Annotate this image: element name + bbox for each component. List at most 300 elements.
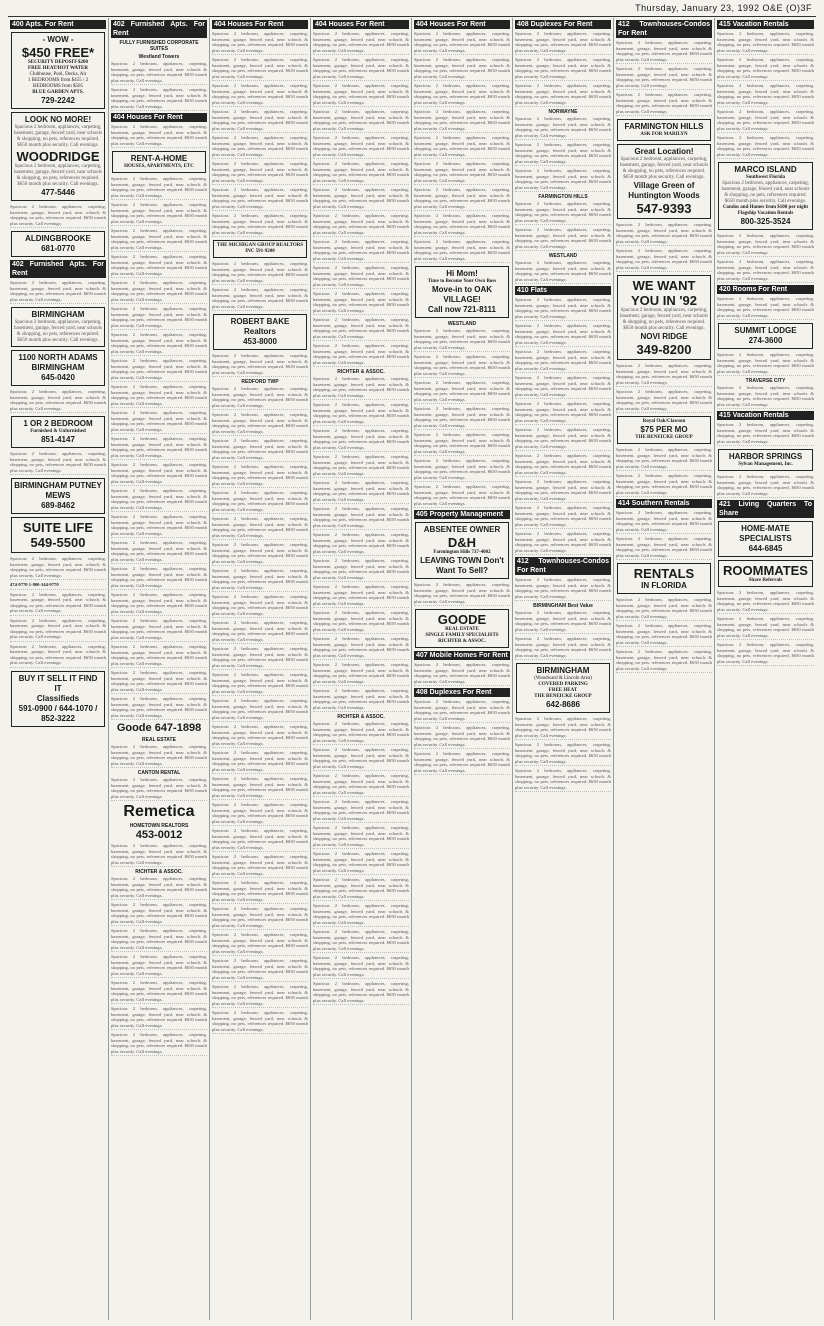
classified-ad: Spacious 2 bedroom, appliances, carpeting, basement, garage, fenced yard, near schools & shopping, no pets, references required. $650 month plus security. Call evenings.: [313, 877, 409, 901]
goode-logo: GOODE: [437, 612, 487, 627]
city-name: WESTLAND: [548, 253, 578, 259]
classified-ad: Spacious 2 bedroom, appliances, carpeting, basement, garage, fenced yard, near schools & shopping, no pets, references required. $650 month plus security. Call evenings.: [515, 636, 611, 660]
classified-ad: Spacious 2 bedroom, appliances, carpeting, basement, garage, fenced yard, near schools & shopping, no pets, references required. $650 month plus security. Call evenings.: [515, 375, 611, 399]
section-header: 414 Southern Rentals: [616, 499, 712, 508]
phone-number: 645-0420: [41, 373, 75, 382]
classified-ad: Spacious 2 bedroom, appliances, carpeting, basement, garage, fenced yard, near schools & shopping, no pets, references required. $650 month plus security. Call evenings.: [212, 906, 308, 930]
phone-number: 800-325-3524: [740, 217, 791, 226]
classified-ad: Spacious 2 bedroom, appliances, carpeting, basement, garage, fenced yard, near schools & shopping, no pets, references required. $650 month plus security. Call evenings.: [717, 385, 814, 409]
classified-ad: Spacious 2 bedroom, appliances, carpeting, basement, garage, fenced yard, near schools & shopping, no pets, references required. $650 month plus security. Call evenings.: [414, 31, 510, 55]
classified-ad: Spacious 2 bedroom, appliances, carpeting, basement, garage, fenced yard, near schools & shopping, no pets, references required. $650 month plus security. Call evenings.: [515, 57, 611, 81]
classified-ad: Spacious 2 bedroom, appliances, carpeting, basement, garage, fenced yard, near schools & shopping, no pets, references required. $650 month plus security. Call evenings.: [717, 642, 814, 666]
richter-ad: RICHTER & ASSOC.: [337, 714, 385, 720]
farmington-ad: [617, 119, 711, 141]
classified-ad: Spacious 2 bedroom, appliances, carpeting, basement, garage, fenced yard, near schools & shopping, no pets, references required. $650 month plus security. Call evenings.: [111, 410, 207, 434]
novi-ridge-ad: [617, 275, 711, 360]
classified-ad: Spacious 2 bedroom, appliances, carpeting, basement, garage, fenced yard, near schools & shopping, no pets, references required. $650 month plus security. Call evenings.: [212, 646, 308, 670]
classified-ad: Spacious 2 bedroom, appliances, carpeting, basement, garage, fenced yard, near schools & shopping, no pets, references required. $650 month plus security. Call evenings.: [111, 980, 207, 1004]
price-text: $450 FREE*: [21, 45, 95, 60]
classified-ad: Spacious 2 bedroom, appliances, carpeting, basement, garage, fenced yard, near schools & shopping, no pets, references required. $650 month plus security. Call evenings.: [313, 31, 409, 55]
wow-text: - WOW -: [42, 35, 74, 44]
phone-number: 549-5500: [30, 535, 86, 550]
classified-ad: Spacious 2 bedroom, appliances, carpeting, basement, garage, fenced yard, near schools & shopping, no pets, references required. $650 month plus security. Call evenings.: [414, 187, 510, 211]
monthly-ad: [11, 416, 105, 448]
putney-ad: [11, 478, 105, 514]
classified-ad: Spacious 2 bedroom, appliances, carpeting, basement, garage, fenced yard, near schools & shopping, no pets, references required. $650 month plus security. Call evenings.: [10, 204, 106, 228]
classified-ad: Spacious 2 bedroom, appliances, carpeting, basement, garage, fenced yard, near schools & shopping, no pets, references required. $650 month plus security. Call evenings.: [313, 773, 409, 797]
robert-bake-ad: [213, 314, 307, 350]
classified-ad: Spacious 2 bedroom, appliances, carpeting, basement, garage, fenced yard, near schools & shopping, no pets, references required. $650 month plus security. Call evenings.: [111, 644, 207, 668]
ad-body: Spacious 2 bedroom, appliances, carpeting, basement, garage, fenced yard, near schools & shopping, no pets, references required. $650 month plus security. Call evenings.: [14, 320, 103, 343]
ad-title: RENT-A-HOME: [130, 154, 188, 163]
classified-ad: Spacious 2 bedroom, appliances, carpeting, basement, garage, fenced yard, near schools & shopping, no pets, references required. $650 month plus security. Call evenings.: [414, 161, 510, 185]
column-7: [614, 18, 715, 1320]
classified-ad: Spacious 2 bedroom, appliances, carpeting, basement, garage, fenced yard, near schools & shopping, no pets, references required. $650 month plus security. Call evenings.: [717, 83, 814, 107]
classified-ad: Spacious 2 bedroom, appliances, carpeting, basement, garage, fenced yard, near schools & shopping, no pets, references required. $650 month plus security. Call evenings.: [515, 323, 611, 347]
classified-ad: Spacious 2 bedroom, appliances, carpeting, basement, garage, fenced yard, near schools & shopping, no pets, references required. $650 month plus security. Call evenings.: [414, 725, 510, 749]
column-2: [109, 18, 210, 1320]
club-text: Clubhouse, Pool, Decks, Air: [29, 72, 87, 77]
classified-ad: Spacious 2 bedroom, appliances, carpeting, basement, garage, fenced yard, near schools & shopping, no pets, references required. $650 month plus security. Call evenings.: [616, 649, 712, 673]
ad-title: BIRMINGHAM Best Value: [533, 603, 593, 609]
ad-title: ABSENTEE OWNER: [423, 525, 501, 534]
classified-ad: Spacious 2 bedroom, appliances, carpeting, basement, garage, fenced yard, near schools & shopping, no pets, references required. $650 month plus security. Call evenings.: [616, 389, 712, 413]
classified-ad: Spacious 2 bedroom, appliances, carpeting, basement, garage, fenced yard, near schools & shopping, no pets, references required. $650 month plus security. Call evenings.: [414, 57, 510, 81]
complex-name: WOODRIDGE: [16, 149, 100, 164]
heat-text: FREE HEAT/HOT WATER: [28, 66, 88, 71]
classified-ad: Spacious 2 bedroom, appliances, carpeting, basement, garage, fenced yard, near schools & shopping, no pets, references required. $650 month plus security. Call evenings.: [111, 954, 207, 978]
classified-ad: Spacious 2 bedroom, appliances, carpeting, basement, garage, fenced yard, near schools & shopping, no pets, references required. $650 month plus security. Call evenings.: [717, 352, 814, 376]
classified-ad: Spacious 2 bedroom, appliances, carpeting, basement, garage, fenced yard, near schools & shopping, no pets, references required. $650 month plus security. Call evenings.: [515, 768, 611, 792]
complex-name: Village Green of Huntington Woods: [628, 181, 700, 200]
classified-ad: Spacious 2 bedroom, appliances, carpeting, basement, garage, fenced yard, near schools & shopping, no pets, references required. $650 month plus security. Call evenings.: [313, 454, 409, 478]
section-header: 405 Property Management: [414, 510, 510, 519]
ad-body: Spacious 2 bedroom, appliances, carpeting, basement, garage, fenced yard, near schools & shopping, no pets, references required. $650 month plus security. Call evenings.: [620, 308, 709, 331]
section-header: 415 Vacation Rentals: [717, 411, 814, 420]
classified-ad: Spacious 2 bedroom, appliances, carpeting, basement, garage, fenced yard, near schools & shopping, no pets, references required. $650 month plus security. Call evenings.: [313, 161, 409, 185]
classified-ad: Spacious 2 bedroom, appliances, carpeting, basement, garage, fenced yard, near schools & shopping, no pets, references required. $650 month plus security. Call evenings.: [111, 87, 207, 111]
classified-ad: Spacious 2 bedroom, appliances, carpeting, basement, garage, fenced yard, near schools & shopping, no pets, references required. $650 month plus security. Call evenings.: [515, 453, 611, 477]
classified-ad: Spacious 2 bedroom, appliances, carpeting, basement, garage, fenced yard, near schools & shopping, no pets, references required. $650 month plus security. Call evenings.: [313, 239, 409, 263]
adams-ad: [11, 350, 105, 386]
phone-number: 274-3600: [748, 336, 783, 345]
bedroom-text: 1 OR 2 BEDROOM: [23, 419, 93, 428]
classified-ad: Spacious 2 bedroom, appliances, carpeting, basement, garage, fenced yard, near schools & shopping, no pets, references required. $650 month plus security. Call evenings.: [313, 955, 409, 979]
classified-ad: Spacious 2 bedroom, appliances, carpeting, basement, garage, fenced yard, near schools & shopping, no pets, references required. $650 month plus security. Call evenings.: [212, 83, 308, 107]
classified-ad: Spacious 2 bedroom, appliances, carpeting, basement, garage, fenced yard, near schools & shopping, no pets, references required. $650 month plus security. Call evenings.: [515, 505, 611, 529]
ad-subtitle: (Woodward & Lincoln Area): [534, 676, 592, 681]
section-header: 420 Rooms For Rent: [717, 285, 814, 294]
classified-ad: Spacious 2 bedroom, appliances, carpeting, basement, garage, fenced yard, near schools & shopping, no pets, references required. $650 month plus security. Call evenings.: [111, 540, 207, 564]
classified-ad: Spacious 2 bedroom, appliances, carpeting, basement, garage, fenced yard, near schools & shopping, no pets, references required. $650 month plus security. Call evenings.: [212, 161, 308, 185]
phone-number: 642-8686: [546, 700, 580, 709]
classified-ad: Spacious 2 bedroom, appliances, carpeting, basement, garage, fenced yard, near schools & shopping, no pets, references required. $650 month plus security. Call evenings.: [313, 636, 409, 660]
section-header: 400 Apts. For Rent: [10, 20, 106, 29]
classified-ad: Spacious 2 bedroom, appliances, carpeting, basement, garage, fenced yard, near schools & shopping, no pets, references required. $650 month plus security. Call evenings.: [10, 280, 106, 304]
classified-ad: Spacious 2 bedroom, appliances, carpeting, basement, garage, fenced yard, near schools & shopping, no pets, references required. $650 month plus security. Call evenings.: [212, 776, 308, 800]
ad-title: Westland Towers: [138, 54, 180, 60]
classified-ad: Spacious 2 bedroom, appliances, carpeting, basement, garage, fenced yard, near schools & shopping, no pets, references required. $650 month plus security. Call evenings.: [212, 287, 308, 311]
classified-ad: Spacious 2 bedroom, appliances, carpeting, basement, garage, fenced yard, near schools & shopping, no pets, references required. $650 month plus security. Call evenings.: [414, 380, 510, 404]
classified-ad: Spacious 2 bedroom, appliances, carpeting, basement, garage, fenced yard, near schools & shopping, no pets, references required. $650 month plus security. Call evenings.: [10, 451, 106, 475]
classified-ad: Spacious 2 bedroom, appliances, carpeting, basement, garage, fenced yard, near schools & shopping, no pets, references required. $650 month plus security. Call evenings.: [313, 851, 409, 875]
classified-ad: Spacious 2 bedroom, appliances, carpeting, basement, garage, fenced yard, near schools & shopping, no pets, references required. $650 month plus security. Call evenings.: [111, 1032, 207, 1056]
ad-title: MARCO ISLAND: [734, 165, 797, 174]
classified-ad: Spacious 2 bedroom, appliances, carpeting, basement, garage, fenced yard, near schools & shopping, no pets, references required. $650 month plus security. Call evenings.: [414, 83, 510, 107]
classified-ad: Spacious 2 bedroom, appliances, carpeting, basement, garage, fenced yard, near schools & shopping, no pets, references required. $650 month plus security. Call evenings.: [212, 698, 308, 722]
agency-name: THE BENEICKE GROUP: [534, 694, 592, 699]
ad-subtitle: Time to Become Your Own Boss: [427, 279, 497, 284]
classified-ad: Spacious 2 bedroom, appliances, carpeting, basement, garage, fenced yard, near schools & shopping, no pets, references required. $650 month plus security. Call evenings.: [414, 751, 510, 775]
goode-ad: [415, 609, 509, 648]
ad-subtitle: HOUSES, APARTMENTS, ETC: [124, 164, 194, 169]
classified-ad: Spacious 2 bedroom, appliances, carpeting, basement, garage, fenced yard, near schools & shopping, no pets, references required. $650 month plus security. Call evenings.: [414, 406, 510, 430]
classified-ad: Spacious 2 bedroom, appliances, carpeting, basement, garage, fenced yard, near schools & shopping, no pets, references required. $650 month plus security. Call evenings.: [212, 802, 308, 826]
ad-title: LEAVING TOWN Don't Want To Sell?: [420, 556, 504, 575]
remetica-subtitle: HOMETOWN REALTORS: [129, 823, 189, 829]
dh-logo: D&H: [447, 535, 477, 550]
city-name: TRAVERSE CITY: [745, 378, 786, 384]
complex-name: ALDINGBROOKE: [25, 234, 91, 243]
classified-ad: Spacious 2 bedroom, appliances, carpeting, basement, garage, fenced yard, near schools & shopping, no pets, references required. $650 month plus security. Call evenings.: [313, 109, 409, 133]
classified-ad: Spacious 2 bedroom, appliances, carpeting, basement, garage, fenced yard, near schools & shopping, no pets, references required. $650 month plus security. Call evenings.: [515, 142, 611, 166]
classified-ad: Spacious 2 bedroom, appliances, carpeting, basement, garage, fenced yard, near schools & shopping, no pets, references required. $650 month plus security. Call evenings.: [212, 490, 308, 514]
classified-ad: Spacious 2 bedroom, appliances, carpeting, basement, garage, fenced yard, near schools & shopping, no pets, references required. $650 month plus security. Call evenings.: [414, 328, 510, 352]
phone-number: 477-5446: [41, 188, 75, 197]
oak-village-ad: [415, 266, 509, 318]
dateline: Thursday, January 23, 1992 O&E (O)3F: [635, 3, 812, 13]
section-header: 412 Townhouses-Condos For Rent: [517, 558, 609, 574]
column-3: [210, 18, 311, 1320]
classified-ad: Spacious 2 bedroom, appliances, carpeting, basement, garage, fenced yard, near schools & shopping, no pets, references required. $650 month plus security. Call evenings.: [313, 480, 409, 504]
classified-ad: Spacious 2 bedroom, appliances, carpeting, basement, garage, fenced yard, near schools & shopping, no pets, references required. $650 month plus security. Call evenings.: [313, 532, 409, 556]
roommates-ad: [718, 560, 813, 587]
city-name: FARMINGTON HILLS: [624, 122, 704, 131]
classified-ad: Spacious 2 bedroom, appliances, carpeting, basement, garage, fenced yard, near schools & shopping, no pets, references required. $650 month plus security. Call evenings.: [616, 536, 712, 560]
classified-ad: Spacious 2 bedroom, appliances, carpeting, basement, garage, fenced yard, near schools & shopping, no pets, references required. $650 month plus security. Call evenings.: [414, 239, 510, 263]
agency-name: Sylvan Management, Inc.: [738, 462, 793, 467]
homemate-ad: [718, 521, 813, 557]
absentee-owner-ad: [415, 522, 509, 579]
classified-ad: Spacious 2 bedroom, appliances, carpeting, basement, garage, fenced yard, near schools & shopping, no pets, references required. $650 month plus security. Call evenings.: [515, 168, 611, 192]
goode-subtitle: REAL ESTATE: [142, 737, 176, 743]
classified-ad: Spacious 2 bedroom, appliances, carpeting, basement, garage, fenced yard, near schools & shopping, no pets, references required. $650 month plus security. Call evenings.: [111, 436, 207, 460]
richter-ad: RICHTER & ASSOC.: [135, 869, 183, 875]
classified-ad: Spacious 2 bedroom, appliances, carpeting, basement, garage, fenced yard, near schools & shopping, no pets, references required. $650 month plus security. Call evenings.: [313, 929, 409, 953]
classified-ad: Spacious 2 bedroom, appliances, carpeting, basement, garage, fenced yard, near schools & shopping, no pets, references required. $650 month plus security. Call evenings.: [111, 777, 207, 801]
classified-ad: Spacious 2 bedroom, appliances, carpeting, basement, garage, fenced yard, near schools & shopping, no pets, references required. $650 month plus security. Call evenings.: [313, 343, 409, 367]
classified-ad: Spacious 2 bedroom, appliances, carpeting, basement, garage, fenced yard, near schools & shopping, no pets, references required. $650 month plus security. Call evenings.: [515, 610, 611, 634]
classified-ad: Spacious 2 bedroom, appliances, carpeting, basement, garage, fenced yard, near schools & shopping, no pets, references required. $650 month plus security. Call evenings.: [212, 984, 308, 1008]
classified-ad: Spacious 2 bedroom, appliances, carpeting, basement, garage, fenced yard, near schools & shopping, no pets, references required. $650 month plus security. Call evenings.: [313, 981, 409, 1005]
great-location-ad: [617, 144, 711, 219]
classified-ad: Spacious 2 bedroom, appliances, carpeting, basement, garage, fenced yard, near schools & shopping, no pets, references required. $650 month plus security. Call evenings.: [212, 542, 308, 566]
classified-ad: Spacious 2 bedroom, appliances, carpeting, basement, garage, fenced yard, near schools & shopping, no pets, references required. $650 month plus security. Call evenings.: [414, 582, 510, 606]
ad-subtitle: Share Referrals: [748, 578, 783, 583]
classified-ad: Spacious 2 bedroom, appliances, carpeting, basement, garage, fenced yard, near schools & shopping, no pets, references required. $650 month plus security. Call evenings.: [313, 376, 409, 400]
page-header: [8, 2, 816, 17]
classified-ad: Spacious 2 bedroom, appliances, carpeting, basement, garage, fenced yard, near schools & shopping, no pets, references required. $650 month plus security. Call evenings.: [10, 592, 106, 616]
classified-ad: Spacious 2 bedroom, appliances, carpeting, basement, garage, fenced yard, near schools & shopping, no pets, references required. $650 month plus security. Call evenings.: [10, 556, 106, 580]
classified-ad: Spacious 2 bedroom, appliances, carpeting, basement, garage, fenced yard, near schools & shopping, no pets, references required. $650 month plus security. Call evenings.: [515, 349, 611, 373]
classified-ad: Spacious 2 bedroom, appliances, carpeting, basement, garage, fenced yard, near schools & shopping, no pets, references required. $650 month plus security. Call evenings.: [212, 386, 308, 410]
classified-ad: Spacious 2 bedroom, appliances, carpeting, basement, garage, fenced yard, near schools & shopping, no pets, references required. $650 month plus security. Call evenings.: [313, 57, 409, 81]
section-header: 402 Furnished Apts. For Rent: [12, 261, 104, 277]
section-header: 402 Furnished Apts. For Rent: [113, 21, 205, 37]
ad-title: SUMMIT LODGE: [734, 326, 797, 335]
city-name: Royal Oak/Clawson: [642, 419, 686, 424]
classified-ad: Spacious 2 bedroom, appliances, carpeting, basement, garage, fenced yard, near schools & shopping, no pets, references required. $650 month plus security. Call evenings.: [111, 306, 207, 330]
ad-subtitle: Southwest Florida: [745, 175, 785, 180]
classified-ad: Spacious 2 bedroom, appliances, carpeting, basement, garage, fenced yard, near schools & shopping, no pets, references required. $650 month plus security. Call evenings.: [515, 479, 611, 503]
classified-ad: Spacious 2 bedroom, appliances, carpeting, basement, garage, fenced yard, near schools & shopping, no pets, references required. $650 month plus security. Call evenings.: [313, 265, 409, 289]
classified-ad: Spacious 2 bedroom, appliances, carpeting, basement, garage, fenced yard, near schools & shopping, no pets, references required. $650 month plus security. Call evenings.: [616, 66, 712, 90]
classified-ad: Spacious 2 bedroom, appliances, carpeting, basement, garage, fenced yard, near schools & shopping, no pets, references required. $650 month plus security. Call evenings.: [111, 566, 207, 590]
classified-ad: Spacious 2 bedroom, appliances, carpeting, basement, garage, fenced yard, near schools & shopping, no pets, references required. $650 month plus security. Call evenings.: [111, 202, 207, 226]
classified-ad: Spacious 2 bedroom, appliances, carpeting, basement, garage, fenced yard, near schools & shopping, no pets, references required. $650 month plus security. Call evenings.: [111, 254, 207, 278]
city-name: NORWAYNE: [548, 109, 578, 115]
classified-ad: Spacious 2 bedroom, appliances, carpeting, basement, garage, fenced yard, near schools & shopping, no pets, references required. $650 month plus security. Call evenings.: [515, 531, 611, 555]
classifieds-promo: [11, 671, 105, 727]
classifieds-text: Classifieds: [36, 693, 80, 703]
classified-columns: [8, 18, 816, 1320]
section-header: 408 Duplexes For Rent: [515, 20, 611, 29]
classified-ad: Spacious 2 bedroom, appliances, carpeting, basement, garage, fenced yard, near schools & shopping, no pets, references required. $650 month plus security. Call evenings.: [313, 213, 409, 237]
classified-ad: Spacious 2 bedroom, appliances, carpeting, basement, garage, fenced yard, near schools & shopping, no pets, references required. $650 month plus security. Call evenings.: [111, 592, 207, 616]
classified-ad: Spacious 2 bedroom, appliances, carpeting, basement, garage, fenced yard, near schools & shopping, no pets, references required. $650 month plus security. Call evenings.: [313, 558, 409, 582]
classified-ad: Spacious 2 bedroom, appliances, carpeting, basement, garage, fenced yard, near schools & shopping, no pets, references required. $650 month plus security. Call evenings.: [111, 332, 207, 356]
ad-title: WE WANT YOU IN '92: [631, 278, 697, 308]
classified-ad: Spacious 2 bedroom, appliances, carpeting, basement, garage, fenced yard, near schools & shopping, no pets, references required. $650 month plus security. Call evenings.: [515, 260, 611, 284]
classified-ad: Spacious 2 bedroom, appliances, carpeting, basement, garage, fenced yard, near schools & shopping, no pets, references required. $650 month plus security. Call evenings.: [414, 699, 510, 723]
harbor-springs-ad: [718, 449, 813, 471]
classified-ad: Spacious 2 bedroom, appliances, carpeting, basement, garage, fenced yard, near schools & shopping, no pets, references required. $650 month plus security. Call evenings.: [313, 799, 409, 823]
ad-feature: COVERED PARKING: [538, 682, 588, 687]
ad-title: Great Location!: [634, 147, 694, 156]
classified-ad: Spacious 2 bedroom, appliances, carpeting, basement, garage, fenced yard, near schools & shopping, no pets, references required. $650 month plus security. Call evenings.: [111, 843, 207, 867]
classified-ad: Spacious 2 bedroom, appliances, carpeting, basement, garage, fenced yard, near schools & shopping, no pets, references required. $650 month plus security. Call evenings.: [616, 40, 712, 64]
classified-ad: Spacious 2 bedroom, appliances, carpeting, basement, garage, fenced yard, near schools & shopping, no pets, references required. $650 month plus security. Call evenings.: [616, 510, 712, 534]
classified-ad: Spacious 2 bedroom, appliances, carpeting, basement, garage, fenced yard, near schools & shopping, no pets, references required. $650 month plus security. Call evenings.: [111, 670, 207, 694]
ad-feature: FREE HEAT: [548, 688, 578, 693]
ad-body: Spacious 2 bedroom, appliances, carpeting, basement, garage, fenced yard, near schools & shopping, no pets, references required. $650 month plus security. Call evenings.: [620, 157, 709, 180]
classified-ad: Spacious 2 bedroom, appliances, carpeting, basement, garage, fenced yard, near schools & shopping, no pets, references required. $650 month plus security. Call evenings.: [212, 750, 308, 774]
classified-ad: Spacious 2 bedroom, appliances, carpeting, basement, garage, fenced yard, near schools & shopping, no pets, references required. $650 month plus security. Call evenings.: [313, 506, 409, 530]
classified-ad: Spacious 2 bedroom, appliances, carpeting, basement, garage, fenced yard, near schools & shopping, no pets, references required. $650 month plus security. Call evenings.: [515, 716, 611, 740]
goode-tagline: SINGLE FAMILY SPECIALISTS: [425, 633, 499, 638]
goode-ad: Goode 647-1898: [116, 722, 202, 734]
classified-ad: Spacious 2 bedroom, appliances, carpeting, basement, garage, fenced yard, near schools & shopping, no pets, references required. $650 month plus security. Call evenings.: [212, 958, 308, 982]
richter-ad: RICHTER & ASSOC.: [337, 369, 385, 375]
classified-ad: Spacious 2 bedroom, appliances, carpeting, basement, garage, fenced yard, near schools & shopping, no pets, references required. $650 month plus security. Call evenings.: [212, 880, 308, 904]
classified-ad: Spacious 2 bedroom, appliances, carpeting, basement, garage, fenced yard, near schools & shopping, no pets, references required. $650 month plus security. Call evenings.: [313, 747, 409, 771]
classified-ad: Spacious 2 bedroom, appliances, carpeting, basement, garage, fenced yard, near schools & shopping, no pets, references required. $650 month plus security. Call evenings.: [616, 597, 712, 621]
classified-ad: Spacious 2 bedroom, appliances, carpeting, basement, garage, fenced yard, near schools & shopping, no pets, references required. $650 month plus security. Call evenings.: [414, 354, 510, 378]
classified-ad: Spacious 2 bedroom, appliances, carpeting, basement, garage, fenced yard, near schools & shopping, no pets, references required. $650 month plus security. Call evenings.: [111, 358, 207, 382]
classified-ad: Spacious 2 bedroom, appliances, carpeting, basement, garage, fenced yard, near schools & shopping, no pets, references required. $650 month plus security. Call evenings.: [616, 473, 712, 497]
price-text: $75 PER MO: [640, 425, 688, 434]
classified-ad: Spacious 2 bedroom, appliances, carpeting, basement, garage, fenced yard, near schools & shopping, no pets, references required. $650 month plus security. Call evenings.: [212, 828, 308, 852]
birmingham-ad: [11, 307, 105, 347]
phone-number: Farmington Hills 737-4002: [433, 550, 491, 555]
suite-ad: [11, 517, 105, 553]
classified-ad: Spacious 2 bedroom, appliances, carpeting, basement, garage, fenced yard, near schools & shopping, no pets, references required. $650 month plus security. Call evenings.: [616, 447, 712, 471]
summit-lodge-ad: [718, 323, 813, 349]
section-header: 404 Houses For Rent: [414, 20, 510, 29]
look-text: LOOK NO MORE!: [24, 115, 92, 124]
classified-ad: Spacious 2 bedroom, appliances, carpeting, basement, garage, fenced yard, near schools & shopping, no pets, references required. $650 month plus security. Call evenings.: [111, 696, 207, 720]
ad-body: Spacious 2 bedroom, appliances, carpeting, basement, garage, fenced yard, near schools & shopping, no pets, references required. $650 month plus security. Call evenings.: [14, 125, 103, 148]
classified-ad: Spacious 2 bedroom, appliances, carpeting, basement, garage, fenced yard, near schools & shopping, no pets, references required. $650 month plus security. Call evenings.: [313, 135, 409, 159]
classified-ad: Spacious 2 bedroom, appliances, carpeting, basement, garage, fenced yard, near schools & shopping, no pets, references required. $650 month plus security. Call evenings.: [212, 724, 308, 748]
classified-ad: Spacious 2 bedroom, appliances, carpeting, basement, garage, fenced yard, near schools & shopping, no pets, references required. $650 month plus security. Call evenings.: [414, 432, 510, 456]
classified-ad: Spacious 2 bedroom, appliances, carpeting, basement, garage, fenced yard, near schools & shopping, no pets, references required. $650 month plus security. Call evenings.: [111, 384, 207, 408]
classified-ad: Spacious 2 bedroom, appliances, carpeting, basement, garage, fenced yard, near schools & shopping, no pets, references required. $650 month plus security. Call evenings.: [212, 57, 308, 81]
classified-ad: Spacious 2 bedroom, appliances, carpeting, basement, garage, fenced yard, near schools & shopping, no pets, references required. $650 month plus security. Call evenings.: [616, 363, 712, 387]
classified-ad: Spacious 2 bedroom, appliances, carpeting, basement, garage, fenced yard, near schools & shopping, no pets, references required. $650 month plus security. Call evenings.: [313, 402, 409, 426]
classified-ad: Spacious 2 bedroom, appliances, carpeting, basement, garage, fenced yard, near schools & shopping, no pets, references required. $650 month plus security. Call evenings.: [313, 825, 409, 849]
classified-ad: Spacious 2 bedroom, appliances, carpeting, basement, garage, fenced yard, near schools & shopping, no pets, references required. $650 month plus security. Call evenings.: [212, 353, 308, 377]
phone-number: 644-6845: [748, 544, 783, 553]
classified-ad: Spacious 2 bedroom, appliances, carpeting, basement, garage, fenced yard, near schools & shopping, no pets, references required. $650 month plus security. Call evenings.: [212, 1010, 308, 1034]
classified-ad: Spacious 2 bedroom, appliances, carpeting, basement, garage, fenced yard, near schools & shopping, no pets, references required. $650 month plus security. Call evenings.: [313, 721, 409, 745]
classified-ad: Spacious 2 bedroom, appliances, carpeting, basement, garage, fenced yard, near schools & shopping, no pets, references required. $650 month plus security. Call evenings.: [111, 488, 207, 512]
bedrooms-text: 1 BEDROOMS from $455 / 2 BEDROOMS from $505: [27, 78, 89, 89]
classified-ad: Spacious 2 bedroom, appliances, carpeting, basement, garage, fenced yard, near schools & shopping, no pets, references required. $650 month plus security. Call evenings.: [111, 514, 207, 538]
classified-ad: Spacious 2 bedroom, appliances, carpeting, basement, garage, fenced yard, near schools & shopping, no pets, references required. $650 month plus security. Call evenings.: [717, 109, 814, 133]
classified-ad: Spacious 2 bedroom, appliances, carpeting, basement, garage, fenced yard, near schools & shopping, no pets, references required. $650 month plus security. Call evenings.: [111, 876, 207, 900]
classified-ad: Spacious 2 bedroom, appliances, carpeting, basement, garage, fenced yard, near schools & shopping, no pets, references required. $650 month plus security. Call evenings.: [10, 389, 106, 413]
phone-number: 349-8200: [636, 342, 692, 357]
classified-ad: Spacious 2 bedroom, appliances, carpeting, basement, garage, fenced yard, near schools & shopping, no pets, references required. $650 month plus security. Call evenings.: [515, 201, 611, 225]
classified-ad: Spacious 2 bedroom, appliances, carpeting, basement, garage, fenced yard, near schools & shopping, no pets, references required. $650 month plus security. Call evenings.: [111, 228, 207, 252]
classified-ad: Spacious 2 bedroom, appliances, carpeting, basement, garage, fenced yard, near schools & shopping, no pets, references required. $650 month plus security. Call evenings.: [212, 854, 308, 878]
section-header: 412 Townhouses-Condos For Rent: [618, 21, 710, 37]
remetica-logo: Remetica: [123, 803, 195, 820]
classified-ad: Spacious 2 bedroom, appliances, carpeting, basement, garage, fenced yard, near schools & shopping, no pets, references required. $650 month plus security. Call evenings.: [10, 644, 106, 668]
ad-title: ROBERT BAKE Realtors: [230, 317, 290, 336]
ad-subtitle: IN FLORIDA: [641, 581, 687, 590]
classified-ad: Spacious 2 bedroom, appliances, carpeting, basement, garage, fenced yard, near schools & shopping, no pets, references required. $650 month plus security. Call evenings.: [515, 297, 611, 321]
classified-ad: Spacious 2 bedroom, appliances, carpeting, basement, garage, fenced yard, near schools & shopping, no pets, references required. $650 month plus security. Call evenings.: [111, 124, 207, 148]
section-header: 404 Houses For Rent: [111, 113, 207, 122]
ad-subtitle: ASK FOR MARILYN: [640, 132, 688, 137]
classified-ad: Spacious 2 bedroom, appliances, carpeting, basement, garage, fenced yard, near schools & shopping, no pets, references required. $650 month plus security. Call evenings.: [212, 594, 308, 618]
ad-body: Spacious 2 bedroom, appliances, carpeting, basement, garage, fenced yard, near schools & shopping, no pets, references required. $650 month plus security. Call evenings.: [721, 181, 810, 204]
column-1: [8, 18, 109, 1320]
classified-ad: Spacious 2 bedroom, appliances, carpeting, basement, garage, fenced yard, near schools & shopping, no pets, references required. $650 month plus security. Call evenings.: [111, 618, 207, 642]
phone-number: 547-9393: [636, 201, 692, 216]
ad-title: Move-in to OAK VILLAGE!: [432, 285, 492, 304]
classified-ad: Spacious 2 bedroom, appliances, carpeting, basement, garage, fenced yard, near schools & shopping, no pets, references required. $650 month plus security. Call evenings.: [717, 259, 814, 283]
michigan-group-ad: [213, 240, 307, 258]
classified-ad: Spacious 2 bedroom, appliances, carpeting, basement, garage, fenced yard, near schools & shopping, no pets, references required. $650 month plus security. Call evenings.: [717, 296, 814, 320]
richter-name: RICHTER & ASSOC.: [438, 639, 486, 644]
classified-ad: Spacious 2 bedroom, appliances, carpeting, basement, garage, fenced yard, near schools & shopping, no pets, references required. $650 month plus security. Call evenings.: [111, 902, 207, 926]
classified-ad: Spacious 2 bedroom, appliances, carpeting, basement, garage, fenced yard, near schools & shopping, no pets, references required. $650 month plus security. Call evenings.: [313, 317, 409, 341]
phone-number: 689-8462: [41, 501, 75, 510]
woodridge-ad: [11, 112, 105, 201]
classified-ad: Spacious 2 bedroom, appliances, carpeting, basement, garage, fenced yard, near schools & shopping, no pets, references required. $650 month plus security. Call evenings.: [717, 590, 814, 614]
column-6: [513, 18, 614, 1320]
classified-ad: Spacious 2 bedroom, appliances, carpeting, basement, garage, fenced yard, near schools & shopping, no pets, references required. $650 month plus security. Call evenings.: [616, 248, 712, 272]
classified-ad: Spacious 2 bedroom, appliances, carpeting, basement, garage, fenced yard, near schools & shopping, no pets, references required. $650 month plus security. Call evenings.: [515, 227, 611, 251]
classified-ad: Spacious 2 bedroom, appliances, carpeting, basement, garage, fenced yard, near schools & shopping, no pets, references required. $650 month plus security. Call evenings.: [414, 484, 510, 508]
ad-body: Spacious 2 bedroom, appliances, carpeting, basement, garage, fenced yard, near schools & shopping, no pets, references required. $650 month plus security. Call evenings.: [14, 164, 103, 187]
birmingham-ad: [516, 663, 610, 713]
section-header: 404 Houses For Rent: [313, 20, 409, 29]
classified-ad: Spacious 2 bedroom, appliances, carpeting, basement, garage, fenced yard, near schools & shopping, no pets, references required. $650 month plus security. Call evenings.: [616, 623, 712, 647]
section-header: 408 Duplexes For Rent: [414, 688, 510, 697]
deposit-text: SECURITY DEPOSIT-$200: [27, 60, 89, 65]
classified-ad: Spacious 2 bedroom, appliances, carpeting, basement, garage, fenced yard, near schools & shopping, no pets, references required. $650 month plus security. Call evenings.: [313, 688, 409, 712]
classified-ad: Spacious 2 bedroom, appliances, carpeting, basement, garage, fenced yard, near schools & shopping, no pets, references required. $650 month plus security. Call evenings.: [414, 458, 510, 482]
classified-ad: Spacious 2 bedroom, appliances, carpeting, basement, garage, fenced yard, near schools & shopping, no pets, references required. $650 month plus security. Call evenings.: [616, 92, 712, 116]
phone-number: 453-8000: [243, 337, 277, 346]
aldingbrooke-ad: [11, 231, 105, 257]
classified-ad: Spacious 2 bedroom, appliances, carpeting, basement, garage, fenced yard, near schools & shopping, no pets, references required. $650 month plus security. Call evenings.: [717, 422, 814, 446]
buy-text: BUY IT SELL IT FIND IT: [18, 673, 98, 693]
ad-title: ROOMMATES: [723, 563, 808, 578]
classified-ad: Spacious 2 bedroom, appliances, carpeting, basement, garage, fenced yard, near schools & shopping, no pets, references required. $650 month plus security. Call evenings.: [212, 932, 308, 956]
phone-number: 474-9770 1-800-344-9770: [10, 582, 106, 590]
complex-name: BIRMINGHAM PUTNEY MEWS: [14, 481, 102, 500]
classified-ad: Spacious 2 bedroom, appliances, carpeting, basement, garage, fenced yard, near schools & shopping, no pets, references required. $650 month plus security. Call evenings.: [212, 31, 308, 55]
classified-ad: Spacious 2 bedroom, appliances, carpeting, basement, garage, fenced yard, near schools & shopping, no pets, references required. $650 month plus security. Call evenings.: [414, 662, 510, 686]
classified-ad: Spacious 2 bedroom, appliances, carpeting, basement, garage, fenced yard, near schools & shopping, no pets, references required. $650 month plus security. Call evenings.: [212, 620, 308, 644]
classified-ad: Spacious 2 bedroom, appliances, carpeting, basement, garage, fenced yard, near schools & shopping, no pets, references required. $650 month plus security. Call evenings.: [717, 616, 814, 640]
agency-name: Flagship Vacation Rentals: [737, 211, 794, 216]
classified-ad: Spacious 2 bedroom, appliances, carpeting, basement, garage, fenced yard, near schools & shopping, no pets, references required. $650 month plus security. Call evenings.: [212, 568, 308, 592]
classified-ad: Spacious 2 bedroom, appliances, carpeting, basement, garage, fenced yard, near schools & shopping, no pets, references required. $650 month plus security. Call evenings.: [515, 83, 611, 107]
royal-oak-ad: [617, 416, 711, 444]
classified-ad: Spacious 2 bedroom, appliances, carpeting, basement, garage, fenced yard, near schools & shopping, no pets, references required. $650 month plus security. Call evenings.: [717, 233, 814, 257]
suite-name: SUITE LIFE: [22, 520, 94, 535]
classified-ad: Spacious 2 bedroom, appliances, carpeting, basement, garage, fenced yard, near schools & shopping, no pets, references required. $650 month plus security. Call evenings.: [515, 116, 611, 140]
classified-ad: Spacious 2 bedroom, appliances, carpeting, basement, garage, fenced yard, near schools & shopping, no pets, references required. $650 month plus security. Call evenings.: [212, 672, 308, 696]
city-name: BIRMINGHAM: [536, 666, 590, 675]
classified-ad: Spacious 2 bedroom, appliances, carpeting, basement, garage, fenced yard, near schools & shopping, no pets, references required. $650 month plus security. Call evenings.: [717, 57, 814, 81]
classified-ad: Spacious 2 bedroom, appliances, carpeting, basement, garage, fenced yard, near schools & shopping, no pets, references required. $650 month plus security. Call evenings.: [717, 474, 814, 498]
classified-ad: Spacious 2 bedroom, appliances, carpeting, basement, garage, fenced yard, near schools & shopping, no pets, references required. $650 month plus security. Call evenings.: [313, 187, 409, 211]
classified-ad: Spacious 2 bedroom, appliances, carpeting, basement, garage, fenced yard, near schools & shopping, no pets, references required. $650 month plus security. Call evenings.: [515, 401, 611, 425]
ad-title: THE MICHIGAN GROUP REALTORS INC 591-9200: [216, 243, 304, 254]
city-name: BIRMINGHAM: [31, 310, 85, 319]
classified-ad: Spacious 2 bedroom, appliances, carpeting, basement, garage, fenced yard, near schools & shopping, no pets, references required. $650 month plus security. Call evenings.: [313, 903, 409, 927]
classified-ad: Spacious 2 bedroom, appliances, carpeting, basement, garage, fenced yard, near schools & shopping, no pets, references required. $650 month plus security. Call evenings.: [111, 462, 207, 486]
classified-ad: Spacious 2 bedroom, appliances, carpeting, basement, garage, fenced yard, near schools & shopping, no pets, references required. $650 month plus security. Call evenings.: [414, 213, 510, 237]
classified-ad: Spacious 2 bedroom, appliances, carpeting, basement, garage, fenced yard, near schools & shopping, no pets, references required. $650 month plus security. Call evenings.: [212, 261, 308, 285]
classified-ad: Spacious 2 bedroom, appliances, carpeting, basement, garage, fenced yard, near schools & shopping, no pets, references required. $650 month plus security. Call evenings.: [717, 31, 814, 55]
classified-ad: Spacious 2 bedroom, appliances, carpeting, basement, garage, fenced yard, near schools & shopping, no pets, references required. $650 month plus security. Call evenings.: [212, 464, 308, 488]
marco-island-ad: [718, 162, 813, 230]
column-5: [412, 18, 513, 1320]
section-header: 410 Flats: [515, 286, 611, 295]
ad-title: HARBOR SPRINGS: [728, 452, 803, 461]
wow-ad: [11, 32, 105, 109]
florida-rentals-ad: [617, 563, 711, 594]
classified-ad: Spacious 2 bedroom, appliances, carpeting, basement, garage, fenced yard, near schools & shopping, no pets, references required. $650 month plus security. Call evenings.: [212, 412, 308, 436]
agency-name: THE BENEICKE GROUP: [635, 435, 693, 440]
city-name: FARMINGTON HILLS: [538, 194, 588, 200]
classified-ad: Spacious 2 bedroom, appliances, carpeting, basement, garage, fenced yard, near schools & shopping, no pets, references required. $650 month plus security. Call evenings.: [515, 577, 611, 601]
classified-ad: Spacious 2 bedroom, appliances, carpeting, basement, garage, fenced yard, near schools & shopping, no pets, references required. $650 month plus security. Call evenings.: [212, 135, 308, 159]
classified-ad: Spacious 2 bedroom, appliances, carpeting, basement, garage, fenced yard, near schools & shopping, no pets, references required. $650 month plus security. Call evenings.: [313, 610, 409, 634]
classified-ad: Spacious 2 bedroom, appliances, carpeting, basement, garage, fenced yard, near schools & shopping, no pets, references required. $650 month plus security. Call evenings.: [717, 135, 814, 159]
complex-name: BLUE GARDEN APTS.: [32, 90, 84, 95]
classified-ad: Spacious 2 bedroom, appliances, carpeting, basement, garage, fenced yard, near schools & shopping, no pets, references required. $650 month plus security. Call evenings.: [313, 428, 409, 452]
classified-ad: Spacious 2 bedroom, appliances, carpeting, basement, garage, fenced yard, near schools & shopping, no pets, references required. $650 month plus security. Call evenings.: [212, 213, 308, 237]
